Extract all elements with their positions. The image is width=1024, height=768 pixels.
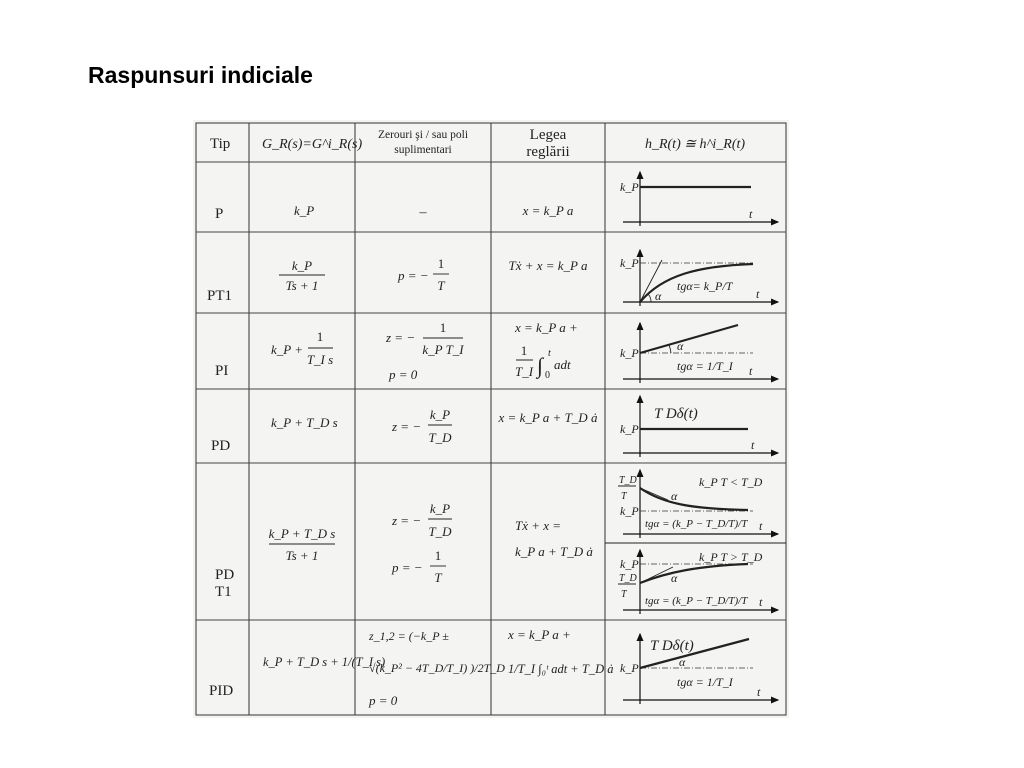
row-pt1-transfer-num: k_P	[291, 258, 313, 273]
row-pi-plot	[620, 323, 778, 383]
row-pid-plot-alpha: α	[679, 655, 686, 669]
row-pdt1-law-line1: Tẋ + x =	[515, 518, 562, 533]
row-pi-zeros-extra: p = 0	[389, 367, 418, 382]
row-pt1-plot	[620, 250, 778, 306]
row-pid-plot-ylabel: k_P	[620, 661, 639, 675]
row-pid-zeros-line2: √(k_P² − 4T_D/T_I) )/2T_D	[369, 661, 505, 675]
header-transfer: G_R(s)=G^i_R(s)	[262, 137, 363, 152]
row-p-zeros: –	[419, 205, 427, 220]
row-pt1-law: Tẋ + x = k_P a	[508, 258, 588, 273]
row-pdt1-tip-line2: T1	[215, 584, 232, 600]
scanned-table-image	[193, 120, 789, 718]
row-pi-plot-ylabel: k_P	[620, 346, 639, 360]
row-pdt1-bottom-frac-num: T_D	[619, 573, 637, 584]
row-pd-transfer: k_P + T_D s	[271, 415, 338, 430]
row-pdt1-top-tlabel: t	[759, 519, 763, 533]
row-pi-law-line1: x = k_P a +	[515, 320, 578, 335]
row-pd-zeros-den: T_D	[428, 430, 452, 445]
header-zeros-line2: suplimentari	[394, 144, 452, 156]
row-pi-law-integrand: adt	[554, 357, 571, 372]
row-pd-zeros-num: k_P	[429, 407, 451, 422]
header-tip: Tip	[210, 136, 231, 152]
row-pdt1-bottom-ylabel: k_P	[620, 557, 639, 571]
row-pid-plot-impulse: T Dδ(t)	[650, 638, 694, 654]
row-p-tip: P	[215, 206, 224, 222]
row-pid-zeros-line3: p = 0	[369, 693, 398, 708]
row-pid-plot	[620, 634, 778, 704]
row-p-plot-ylabel: k_P	[620, 180, 639, 194]
row-pi-transfer-den: T_I s	[306, 352, 334, 367]
row-pi-law-frac-den: T_I	[514, 364, 534, 379]
row-pid-law-line1: x = k_P a +	[508, 627, 571, 642]
row-pdt1-transfer-num: k_P + T_D s	[268, 526, 336, 541]
row-p-law: x = k_P a	[522, 203, 574, 218]
row-pd-plot-impulse: T Dδ(t)	[654, 406, 698, 422]
row-pi-tip: PI	[215, 363, 229, 379]
row-pi-zeros-den: k_P T_I	[422, 342, 464, 357]
slide-title: Raspunsuri indiciale	[88, 62, 313, 88]
row-pd-tip: PD	[211, 438, 231, 454]
row-pt1-plot-tlabel: t	[756, 287, 760, 301]
row-pt1-plot-alpha: α	[655, 289, 662, 303]
row-pdt1-zeros2-den: T	[434, 570, 442, 585]
row-p-plot	[620, 172, 778, 226]
row-pdt1-top-alpha: α	[671, 489, 678, 503]
row-pdt1-bottom-frac-den: T	[621, 589, 627, 600]
row-p-transfer: k_P	[294, 203, 315, 218]
row-pi-law-frac-num: 1	[520, 343, 528, 358]
row-pdt1-zeros-den: T_D	[428, 524, 452, 539]
row-pdt1-top-frac-den: T	[621, 491, 627, 502]
row-pdt1-tip-line1: PD	[215, 567, 235, 583]
row-pdt1-bottom-note: tgα = (k_P − T_D/T)/T	[645, 595, 748, 607]
row-pt1-plot-note: tgα= k_P/T	[677, 279, 733, 293]
row-pdt1-zeros2-pre: p = −	[392, 560, 423, 575]
row-pid-tip: PID	[209, 683, 234, 699]
row-pt1-zeros-den: T	[437, 278, 445, 293]
row-pd-plot	[620, 396, 778, 457]
row-pi-zeros-pre: z = −	[386, 330, 416, 345]
row-pd-plot-ylabel: k_P	[620, 422, 639, 436]
row-pid-law-line2: 1/T_I ∫₀ᵗ adt + T_D ȧ	[508, 662, 614, 676]
row-pdt1-top-cond: k_P T < T_D	[699, 475, 763, 489]
row-pdt1-bottom-alpha: α	[671, 571, 678, 585]
row-pdt1-zeros2-num: 1	[434, 548, 442, 563]
row-pt1-zeros-pre: p = −	[398, 268, 429, 283]
row-pt1-transfer-den: Ts + 1	[285, 278, 319, 293]
row-pdt1-transfer-den: Ts + 1	[285, 548, 319, 563]
row-pi-transfer-pre: k_P +	[271, 342, 303, 357]
row-pdt1-top-note: tgα = (k_P − T_D/T)/T	[645, 518, 748, 530]
header-response: h_R(t) ≅ h^i_R(t)	[644, 137, 746, 152]
header-zeros-line1: Zerouri şi / sau poli	[377, 129, 469, 141]
row-pi-plot-alpha: α	[677, 339, 684, 353]
row-pd-zeros-pre: z = −	[392, 419, 422, 434]
row-pid-plot-note: tgα = 1/T_I	[677, 675, 733, 689]
row-pi-plot-note: tgα = 1/T_I	[677, 359, 733, 373]
header-law-line2: reglării	[526, 144, 570, 160]
row-pdt1-bottom-tlabel: t	[759, 595, 763, 609]
row-p-plot-tlabel: t	[749, 207, 753, 221]
row-pt1-tip: PT1	[207, 288, 233, 304]
header-law-line1: Legea	[529, 127, 567, 143]
row-pd-law: x = k_P a + T_D ȧ	[498, 410, 598, 425]
row-pdt1-plot-top	[618, 470, 778, 538]
row-pdt1-top-ylabel: k_P	[620, 504, 639, 518]
row-pi-law-integral: ∫	[537, 353, 544, 378]
row-pdt1-top-frac-num: T_D	[619, 475, 637, 486]
row-pi-transfer-num: 1	[316, 329, 324, 344]
row-pi-law-int-upper: t	[548, 348, 551, 359]
row-pdt1-law-line2: k_P a + T_D ȧ	[515, 544, 593, 559]
row-pt1-plot-ylabel: k_P	[620, 256, 639, 270]
row-pid-plot-tlabel: t	[757, 685, 761, 699]
row-pdt1-zeros-pre: z = −	[392, 513, 422, 528]
row-pd-plot-tlabel: t	[751, 438, 755, 452]
row-pdt1-plot-bottom	[618, 550, 778, 614]
row-pi-plot-tlabel: t	[749, 364, 753, 378]
row-pdt1-bottom-cond: k_P T > T_D	[699, 550, 763, 564]
row-pt1-zeros-num: 1	[437, 256, 445, 271]
row-pi-law-int-lower: 0	[545, 370, 550, 381]
row-pid-transfer: k_P + T_D s + 1/(T_I s)	[263, 655, 386, 669]
row-pdt1-zeros-num: k_P	[429, 501, 451, 516]
row-pi-zeros-num: 1	[439, 320, 447, 335]
row-pid-zeros-line1: z_1,2 = (−k_P ±	[369, 629, 449, 643]
